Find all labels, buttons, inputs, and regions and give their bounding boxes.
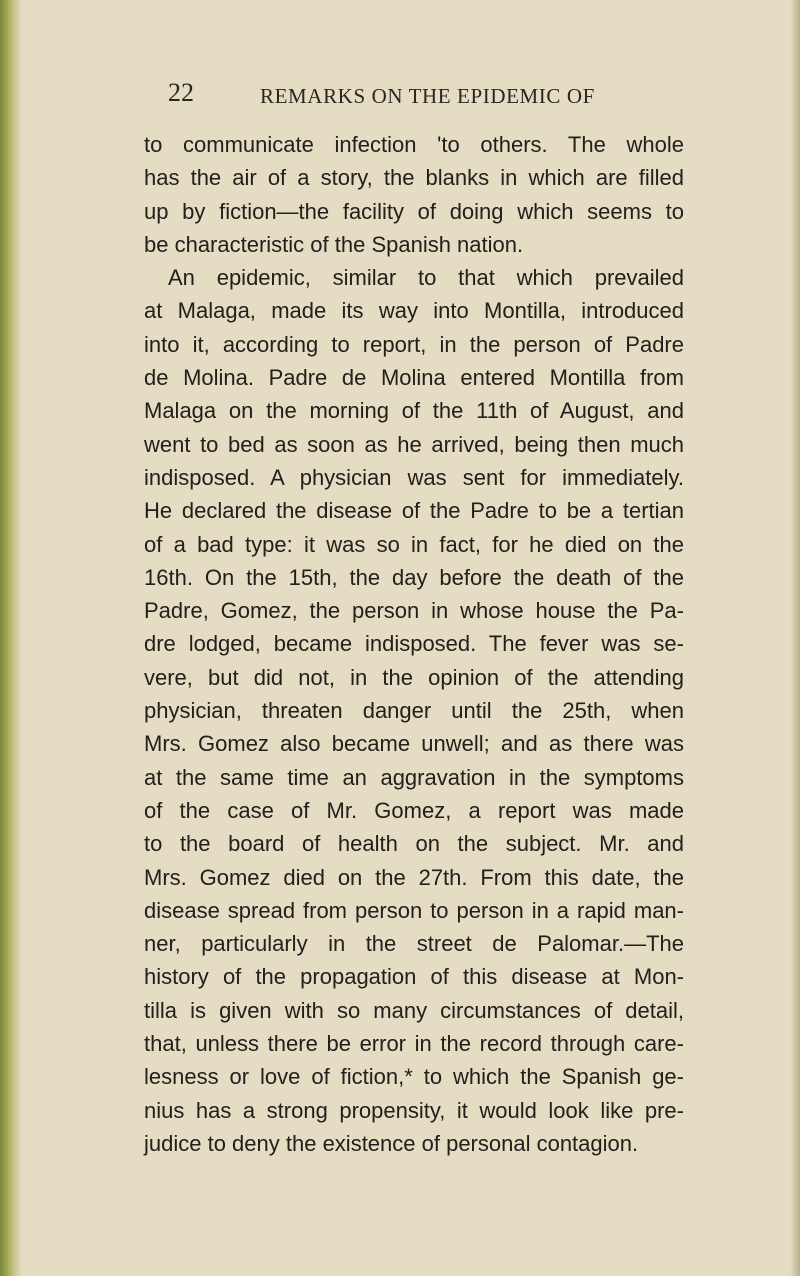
text-line: judice to deny the existence of personal contagion. (144, 1130, 639, 1156)
body-text (144, 128, 684, 1160)
running-head: REMARKS ON THE EPIDEMIC OF (260, 84, 595, 108)
text-line: lesness or love of fiction,* to which the Spanish ge- (144, 1064, 684, 1090)
text-line: disease spread from person to person in a rapid man- (144, 897, 684, 923)
text-line: nius has a strong propensity, it would look like pre- (144, 1097, 684, 1123)
book-page (28, 0, 788, 1276)
text-line: at Malaga, made its way into Montilla, introduced (144, 298, 684, 324)
page-number: 22 (168, 78, 194, 107)
text-line: to the board of health on the subject. Mr. and (144, 831, 684, 857)
text-line: has the air of a story, the blanks in which are filled (144, 165, 684, 191)
text-line: history of the propagation of this disease at Mon- (144, 964, 684, 990)
text-line: into it, according to report, in the person of Padre (144, 331, 684, 357)
text-line: of a bad type: it was so in fact, for he died on the (144, 531, 684, 557)
text-line: Mrs. Gomez also became unwell; and as there was (144, 731, 684, 757)
text-line: An epidemic, similar to that which prevailed (168, 265, 684, 291)
text-line: dre lodged, became indisposed. The fever was se- (144, 631, 684, 657)
text-line: to communicate infection 'to others. The whole (144, 132, 684, 157)
text-line: He declared the disease of the Padre to be a tertian (144, 498, 684, 524)
text-line: de Molina. Padre de Molina entered Montilla from (144, 365, 684, 391)
text-line: of the case of Mr. Gomez, a report was made (144, 797, 684, 823)
text-line: physician, threaten danger until the 25th, when (144, 698, 684, 724)
text-line: Mrs. Gomez died on the 27th. From this date, the (144, 864, 684, 890)
text-line: ner, particularly in the street de Palomar.—The (144, 931, 684, 957)
text-line: tilla is given with so many circumstances of detail, (144, 997, 684, 1023)
page-right-edge (790, 0, 800, 1276)
text-line: at the same time an aggravation in the symptoms (144, 764, 684, 790)
text-line: vere, but did not, in the opinion of the attending (144, 664, 684, 690)
page-binding-edge (0, 0, 22, 1276)
text-line: Malaga on the morning of the 11th of August, and (144, 398, 684, 424)
text-line: went to bed as soon as he arrived, being then much (144, 431, 684, 457)
text-line: 16th. On the 15th, the day before the death of the (144, 564, 684, 590)
text-line: indisposed. A physician was sent for immediately. (144, 464, 684, 490)
page-header (168, 78, 688, 118)
text-line: up by fiction—the facility of doing which seems to (144, 198, 684, 224)
text-line: that, unless there be error in the record through care- (144, 1031, 684, 1057)
text-line: Padre, Gomez, the person in whose house the Pa- (144, 598, 684, 624)
text-line: be characteristic of the Spanish nation. (144, 231, 524, 257)
